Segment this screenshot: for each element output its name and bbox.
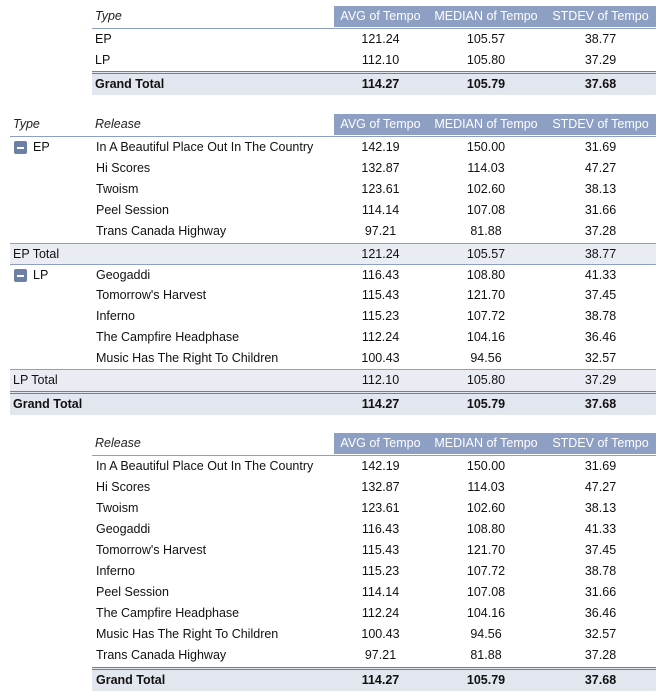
avg-value: 100.43 xyxy=(361,627,400,641)
table-row[interactable] xyxy=(10,285,656,306)
median-value: 105.79 xyxy=(466,673,506,687)
avg-value: 115.23 xyxy=(361,309,400,323)
median-value: 94.56 xyxy=(470,351,502,365)
type-label: LP xyxy=(95,53,111,67)
stdev-value: 38.78 xyxy=(584,564,617,578)
median-value: 102.60 xyxy=(466,182,506,196)
median-value: 107.08 xyxy=(466,203,506,217)
header-stdev-tempo[interactable]: STDEV of Tempo xyxy=(545,433,656,454)
table-row[interactable] xyxy=(92,477,656,498)
release-label: Trans Canada Highway xyxy=(96,648,227,662)
header-release[interactable]: Release xyxy=(95,436,141,450)
stdev-value: 37.29 xyxy=(584,53,617,67)
release-label: The Campfire Headphase xyxy=(96,606,240,620)
header-row xyxy=(10,114,656,135)
stdev-value: 37.28 xyxy=(584,224,617,238)
release-label: Twoism xyxy=(96,182,139,196)
table-row[interactable] xyxy=(92,498,656,519)
release-label: In A Beautiful Place Out In The Country xyxy=(96,459,314,473)
avg-value: 114.27 xyxy=(361,397,400,411)
median-value: 105.57 xyxy=(466,32,506,46)
release-label: In A Beautiful Place Out In The Country xyxy=(96,140,314,154)
header-median-tempo[interactable]: MEDIAN of Tempo xyxy=(427,114,545,135)
release-label: Hi Scores xyxy=(96,480,151,494)
avg-value: 114.14 xyxy=(361,203,400,217)
table-row[interactable] xyxy=(92,645,656,666)
table-row[interactable] xyxy=(92,561,656,582)
avg-value: 116.43 xyxy=(361,268,400,282)
avg-value: 121.24 xyxy=(361,247,400,261)
median-value: 150.00 xyxy=(466,459,506,473)
release-label: Peel Session xyxy=(96,585,169,599)
median-value: 94.56 xyxy=(470,627,502,641)
stdev-value: 38.13 xyxy=(584,182,617,196)
median-value: 107.08 xyxy=(466,585,506,599)
avg-value: 132.87 xyxy=(361,480,400,494)
avg-value: 142.19 xyxy=(361,459,400,473)
type-label: LP xyxy=(33,268,49,282)
header-row xyxy=(92,6,656,27)
avg-value: 112.24 xyxy=(361,330,400,344)
avg-value: 112.10 xyxy=(361,53,400,67)
release-label: Tomorrow's Harvest xyxy=(96,543,207,557)
stdev-value: 32.57 xyxy=(584,627,617,641)
stdev-value: 37.29 xyxy=(584,373,617,387)
stdev-value: 38.13 xyxy=(584,501,617,515)
stdev-value: 37.45 xyxy=(584,543,617,557)
stdev-value: 37.28 xyxy=(584,648,617,662)
subtotal-label: LP Total xyxy=(13,373,58,387)
stdev-value: 31.69 xyxy=(584,140,617,154)
header-row xyxy=(92,433,656,454)
avg-value: 121.24 xyxy=(361,32,400,46)
avg-value: 123.61 xyxy=(361,182,400,196)
table-row[interactable] xyxy=(92,582,656,603)
release-label: Inferno xyxy=(96,564,135,578)
subtotal-row-ep[interactable] xyxy=(10,243,656,265)
median-value: 121.70 xyxy=(466,288,506,302)
median-value: 150.00 xyxy=(466,140,506,154)
release-label: Geogaddi xyxy=(96,268,151,282)
avg-value: 114.14 xyxy=(361,585,400,599)
avg-value: 114.27 xyxy=(361,673,400,687)
avg-value: 97.21 xyxy=(364,648,397,662)
table-row[interactable] xyxy=(92,540,656,561)
collapse-ep-minus-box-icon[interactable] xyxy=(14,141,27,154)
avg-value: 114.27 xyxy=(361,77,400,91)
median-value: 81.88 xyxy=(470,224,502,238)
subtotal-label: EP Total xyxy=(13,247,60,261)
pivot-table-by-release xyxy=(92,433,656,693)
avg-value: 115.43 xyxy=(361,543,400,557)
stdev-value: 37.45 xyxy=(584,288,617,302)
stdev-value: 47.27 xyxy=(584,480,617,494)
grand-total-label: Grand Total xyxy=(13,397,83,411)
subtotal-row-lp[interactable] xyxy=(10,369,656,391)
table-row[interactable] xyxy=(92,50,656,71)
release-label: Tomorrow's Harvest xyxy=(96,288,207,302)
stdev-value: 31.66 xyxy=(584,585,617,599)
header-avg-tempo[interactable]: AVG of Tempo xyxy=(334,433,427,454)
release-label: Twoism xyxy=(96,501,139,515)
avg-value: 112.24 xyxy=(361,606,400,620)
grand-total-label: Grand Total xyxy=(96,673,166,687)
header-avg-tempo[interactable]: AVG of Tempo xyxy=(334,114,427,135)
table-row[interactable] xyxy=(92,519,656,540)
grand-total-row[interactable] xyxy=(92,667,656,691)
stdev-value: 36.46 xyxy=(584,330,617,344)
table-row[interactable] xyxy=(92,28,656,50)
stdev-value: 38.77 xyxy=(584,32,617,46)
median-value: 108.80 xyxy=(466,522,506,536)
table-row[interactable] xyxy=(10,200,656,221)
median-value: 107.72 xyxy=(466,309,506,323)
header-release[interactable]: Release xyxy=(95,117,141,131)
table-row[interactable] xyxy=(10,221,656,242)
table-row[interactable] xyxy=(10,306,656,327)
avg-value: 132.87 xyxy=(361,161,400,175)
median-value: 108.80 xyxy=(466,268,506,282)
header-median-tempo[interactable]: MEDIAN of Tempo xyxy=(427,6,545,27)
release-label: Hi Scores xyxy=(96,161,151,175)
pivot-table-by-type xyxy=(92,5,656,95)
table-row[interactable] xyxy=(10,158,656,179)
median-value: 105.79 xyxy=(466,397,506,411)
median-value: 102.60 xyxy=(466,501,506,515)
stdev-value: 38.77 xyxy=(584,247,617,261)
stdev-value: 41.33 xyxy=(584,522,617,536)
avg-value: 97.21 xyxy=(364,224,397,238)
header-type[interactable]: Type xyxy=(95,9,122,23)
table-row[interactable] xyxy=(92,624,656,645)
stdev-value: 36.46 xyxy=(584,606,617,620)
header-stdev-tempo[interactable]: STDEV of Tempo xyxy=(545,6,656,27)
release-label: Trans Canada Highway xyxy=(96,224,227,238)
avg-value: 142.19 xyxy=(361,140,400,154)
avg-value: 115.23 xyxy=(361,564,400,578)
table-row[interactable] xyxy=(10,264,656,286)
table-row[interactable] xyxy=(10,348,656,369)
table-row[interactable] xyxy=(10,179,656,200)
table-row[interactable] xyxy=(10,327,656,348)
release-label: Music Has The Right To Children xyxy=(96,351,279,365)
avg-value: 112.10 xyxy=(361,373,400,387)
avg-value: 115.43 xyxy=(361,288,400,302)
avg-value: 123.61 xyxy=(361,501,400,515)
header-median-tempo[interactable]: MEDIAN of Tempo xyxy=(427,433,545,454)
stdev-value: 38.78 xyxy=(584,309,617,323)
release-label: Inferno xyxy=(96,309,135,323)
table-row[interactable] xyxy=(92,455,656,477)
type-label: EP xyxy=(95,32,112,46)
median-value: 105.80 xyxy=(466,373,506,387)
grand-total-label: Grand Total xyxy=(95,77,165,91)
stdev-value: 37.68 xyxy=(584,397,617,411)
stdev-value: 37.68 xyxy=(584,77,617,91)
release-label: The Campfire Headphase xyxy=(96,330,240,344)
grand-total-row[interactable] xyxy=(10,391,656,415)
median-value: 81.88 xyxy=(470,648,502,662)
stdev-value: 47.27 xyxy=(584,161,617,175)
median-value: 105.80 xyxy=(466,53,506,67)
table-row[interactable] xyxy=(10,136,656,158)
header-type[interactable]: Type xyxy=(13,117,40,131)
median-value: 105.57 xyxy=(466,247,506,261)
stdev-value: 32.57 xyxy=(584,351,617,365)
stdev-value: 31.69 xyxy=(584,459,617,473)
header-avg-tempo[interactable]: AVG of Tempo xyxy=(334,6,427,27)
grand-total-row[interactable] xyxy=(92,71,656,95)
pivot-table-by-type-and-release xyxy=(10,114,656,414)
median-value: 107.72 xyxy=(466,564,506,578)
median-value: 114.03 xyxy=(467,161,505,175)
avg-value: 116.43 xyxy=(361,522,400,536)
median-value: 105.79 xyxy=(466,77,506,91)
header-stdev-tempo[interactable]: STDEV of Tempo xyxy=(545,114,656,135)
type-label: EP xyxy=(33,140,50,154)
stdev-value: 41.33 xyxy=(584,268,617,282)
release-label: Geogaddi xyxy=(96,522,151,536)
stdev-value: 37.68 xyxy=(584,673,617,687)
avg-value: 100.43 xyxy=(361,351,400,365)
release-label: Peel Session xyxy=(96,203,169,217)
median-value: 114.03 xyxy=(467,480,505,494)
median-value: 104.16 xyxy=(466,330,506,344)
collapse-lp-minus-box-icon[interactable] xyxy=(14,269,27,282)
median-value: 104.16 xyxy=(466,606,506,620)
stdev-value: 31.66 xyxy=(584,203,617,217)
median-value: 121.70 xyxy=(466,543,506,557)
release-label: Music Has The Right To Children xyxy=(96,627,279,641)
table-row[interactable] xyxy=(92,603,656,624)
